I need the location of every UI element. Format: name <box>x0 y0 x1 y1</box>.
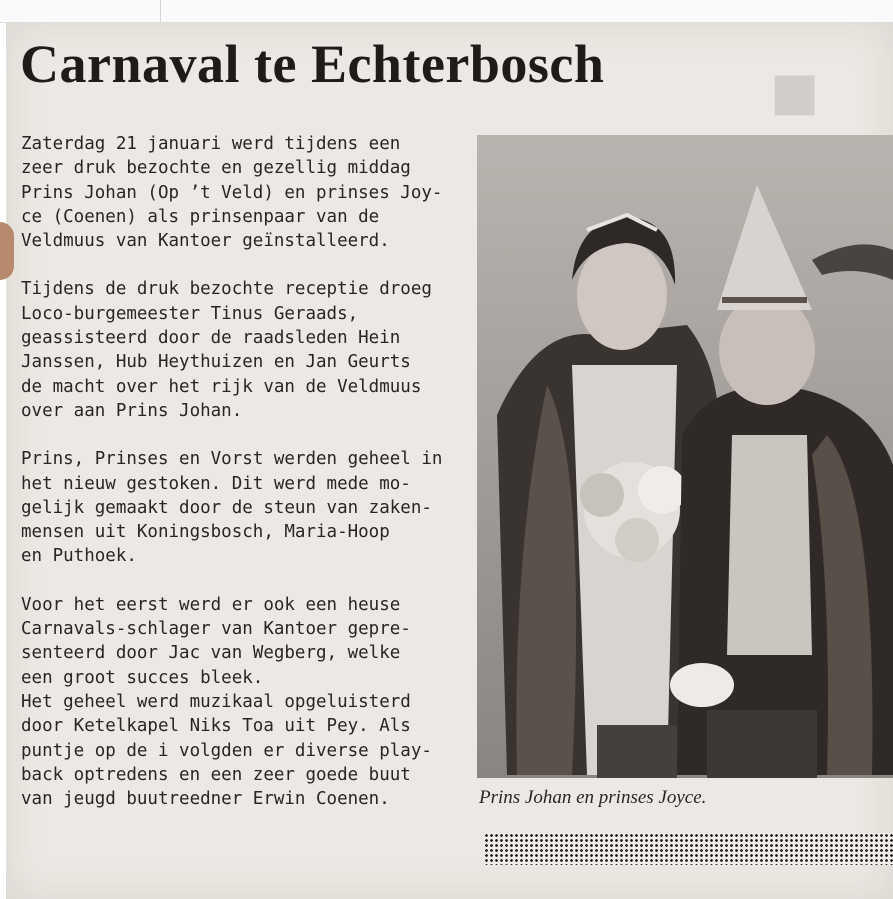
photo-illustration <box>477 135 893 778</box>
article-line: Loco-burgemeester Tinus Geraads, <box>21 303 359 324</box>
top-strip-divider <box>160 0 161 22</box>
article-body <box>21 132 448 835</box>
article-line: Veldmuus van Kantoer geïnstalleerd. <box>21 231 390 252</box>
article-line: gelijk gemaakt door de steun van zaken- <box>21 497 432 518</box>
article-line: een groot succes bleek. <box>21 667 264 688</box>
article-line: Carnavals-schlager van Kantoer gepre- <box>21 619 411 640</box>
prince-princess-photo <box>477 135 893 778</box>
article-line: Tijdens de druk bezochte receptie droeg <box>21 279 432 300</box>
article-line: Prins Johan (Op ’t Veld) en prinses Joy- <box>21 182 443 203</box>
article-headline: Carnaval te Echterbosch <box>20 34 605 94</box>
article-line: de macht over het rijk van de Veldmuus <box>21 376 422 397</box>
article-line: door Ketelkapel Niks Toa uit Pey. Als <box>21 716 411 737</box>
article-line: van jeugd buutreedner Erwin Coenen. <box>21 789 390 810</box>
article-line: geassisteerd door de raadsleden Hein <box>21 328 401 349</box>
article-line: ce (Coenen) als prinsenpaar van de <box>21 206 380 227</box>
page-top-strip <box>0 0 893 23</box>
photo-caption: Prins Johan en prinses Joyce. <box>479 787 707 808</box>
paragraph-costumes <box>21 447 448 568</box>
article-line: mensen uit Koningsbosch, Maria-Hoop <box>21 522 390 543</box>
paragraph-reception <box>21 277 448 423</box>
article-line: Prins, Prinses en Vorst werden geheel in <box>21 449 443 470</box>
paragraph-installation <box>21 132 448 253</box>
paragraph-music <box>21 690 448 811</box>
article-line: het nieuw gestoken. Dit werd mede mo- <box>21 473 411 494</box>
article-line: back optredens en een zeer goede buut <box>21 764 411 785</box>
article-line: over aan Prins Johan. <box>21 400 243 421</box>
paragraph-schlager <box>21 593 448 690</box>
article-line: Zaterdag 21 januari werd tijdens een <box>21 134 401 154</box>
article-line: Voor het eerst werd er ook een heuse <box>21 594 401 615</box>
article-line: senteerd door Jac van Wegberg, welke <box>21 643 401 664</box>
article-line: zeer druk bezochte en gezellig middag <box>21 158 411 179</box>
article-line: Het geheel werd muzikaal opgeluisterd <box>21 691 411 712</box>
article-line: en Puthoek. <box>21 546 137 567</box>
halftone-dot-band <box>484 833 893 865</box>
article-line: Janssen, Hub Heythuizen en Jan Geurts <box>21 352 411 373</box>
paper-edge-stain <box>0 222 14 280</box>
show-through-text: ■ <box>770 62 822 122</box>
article-line: puntje op de i volgden er diverse play- <box>21 740 432 761</box>
